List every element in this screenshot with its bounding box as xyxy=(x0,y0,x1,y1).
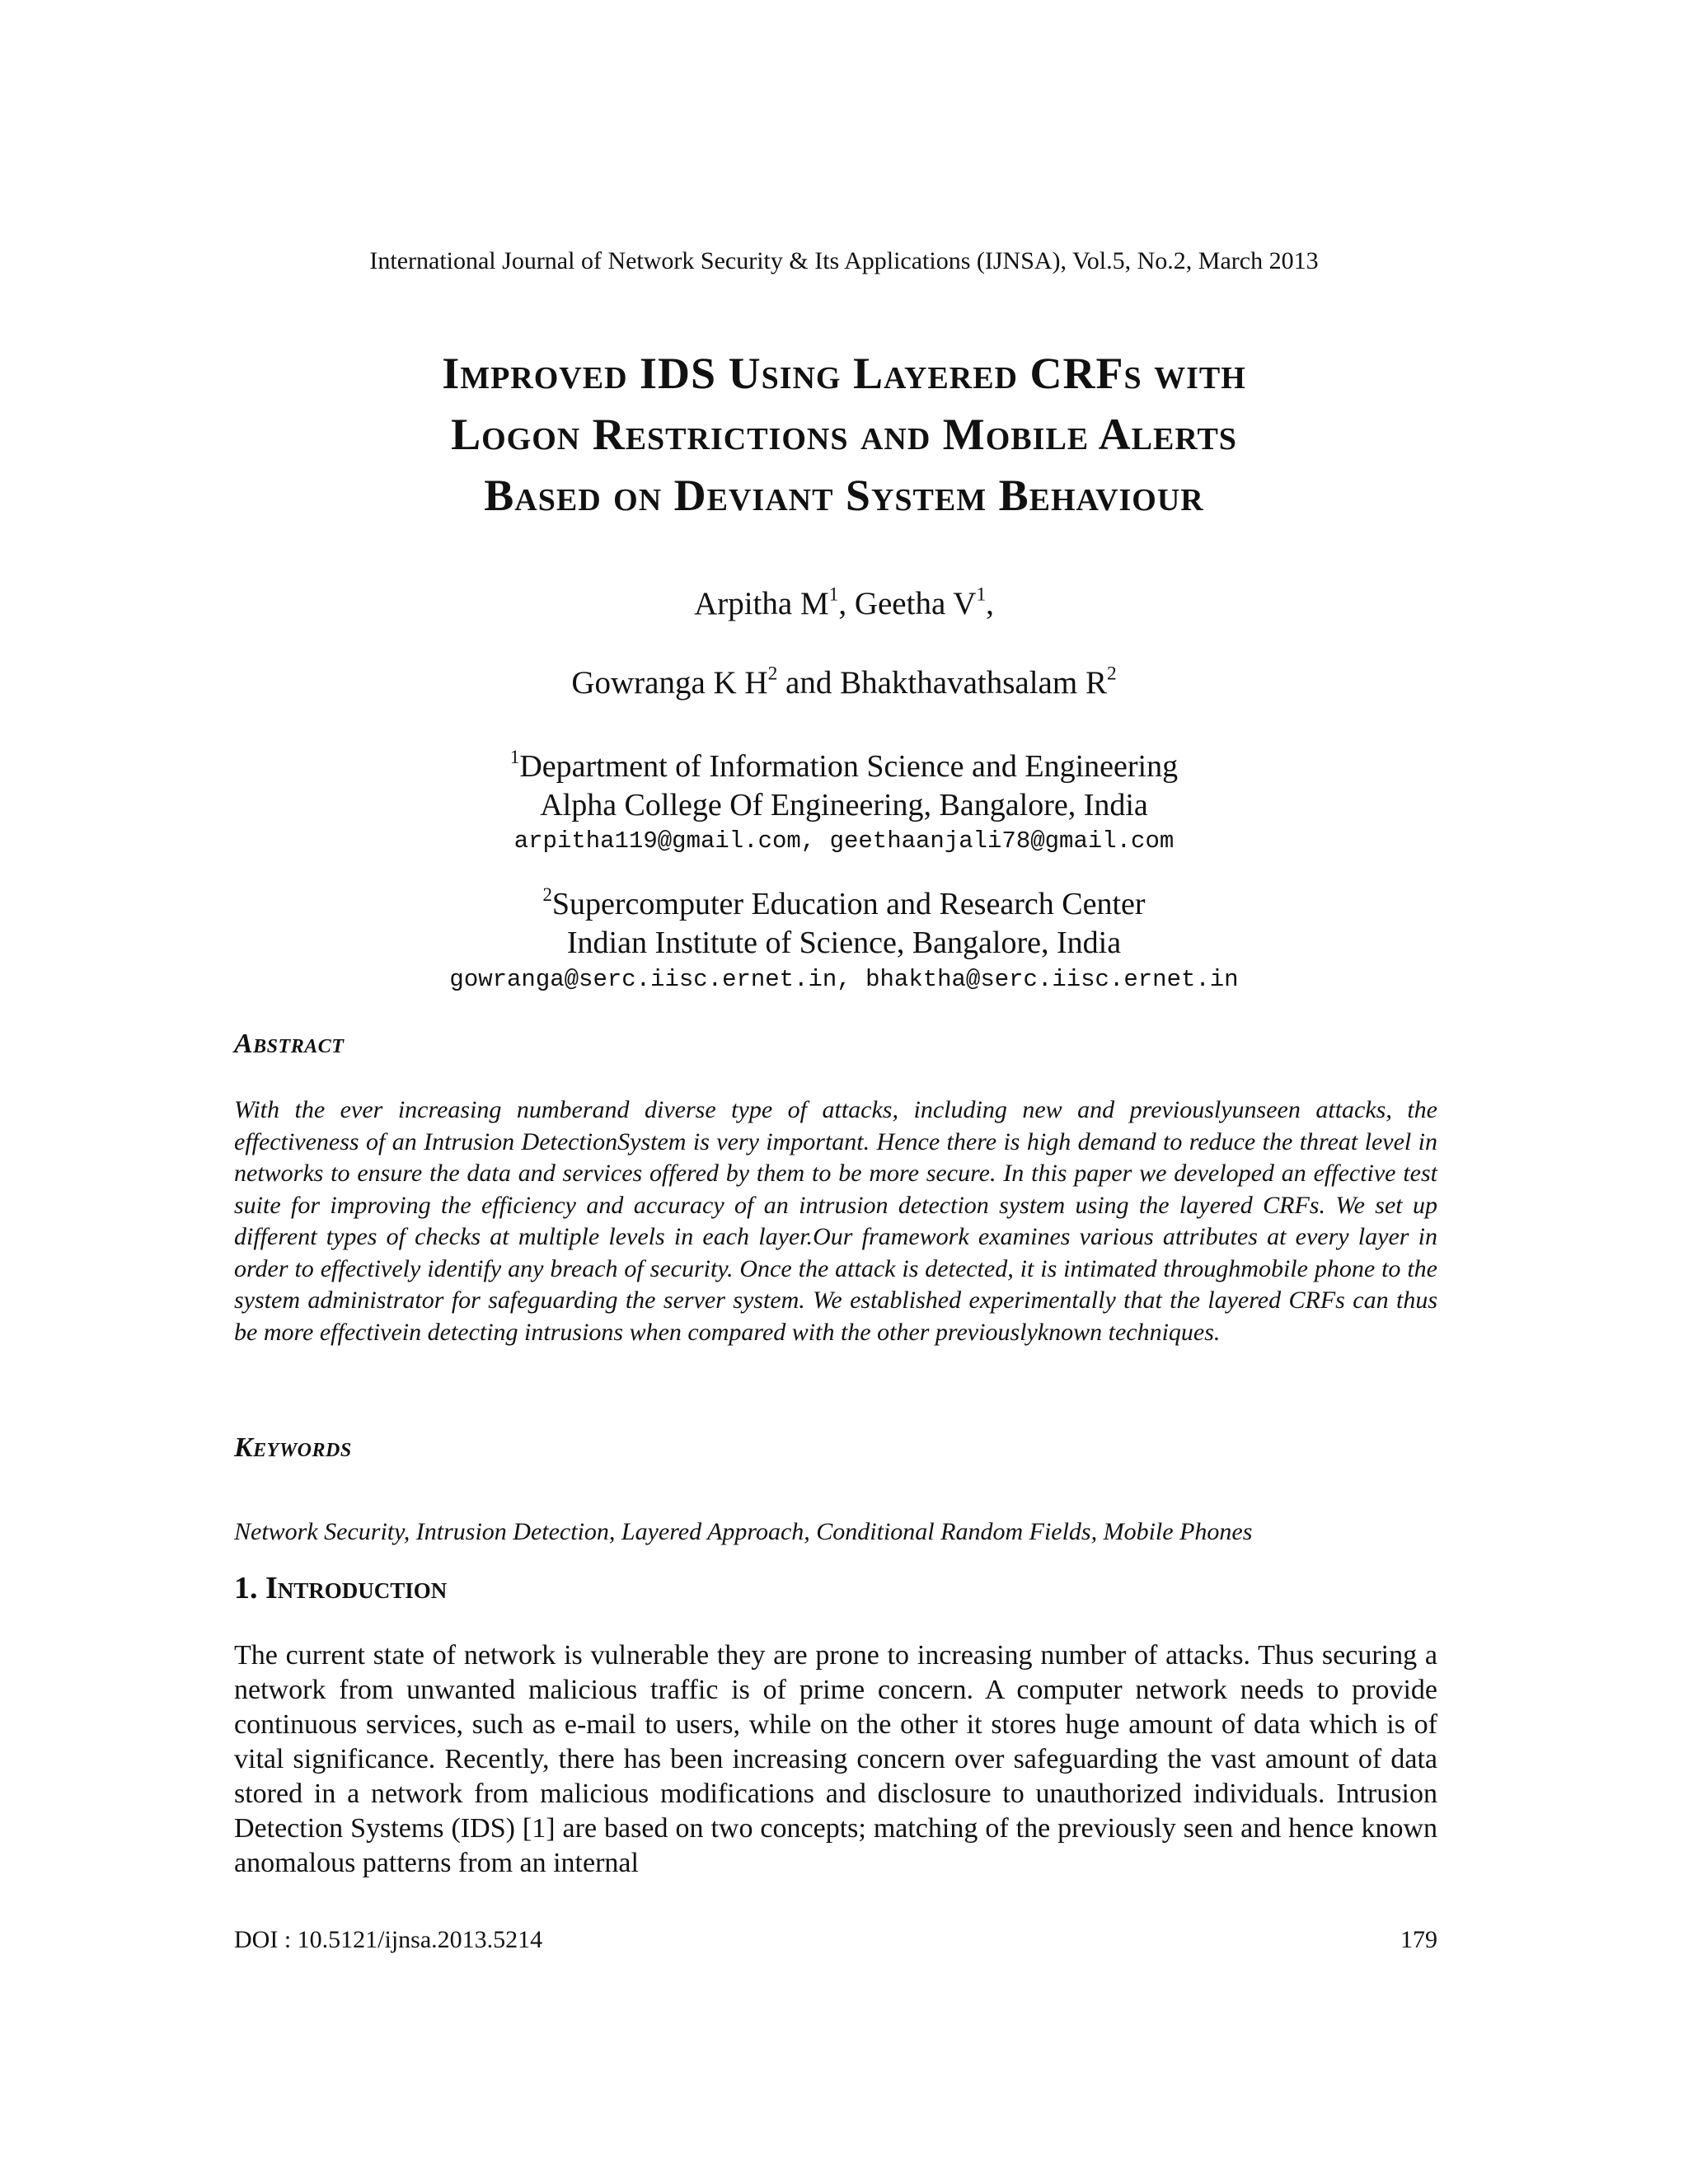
affiliation-1-department xyxy=(0,748,1688,785)
affiliation-dept-name: Department of Information Science and Engineering xyxy=(519,749,1179,784)
author-name: Bhakthavathsalam R xyxy=(840,665,1107,701)
affiliation-mark: 1 xyxy=(509,747,520,768)
paper-title-line-3: Based on Deviant System Behaviour xyxy=(484,471,1204,520)
affiliation-1-institution: Alpha College Of Engineering, Bangalore, India xyxy=(540,788,1148,823)
section-title: Introduction xyxy=(265,1571,448,1605)
keywords-text: Network Security, Intrusion Detection, Layered Approach, Conditional Random Fields, Mobile Phones xyxy=(234,1518,1253,1545)
introduction-heading xyxy=(234,1570,447,1606)
author-name: Arpitha M xyxy=(694,586,829,621)
affiliation-2-institution: Indian Institute of Science, Bangalore, India xyxy=(566,926,1122,960)
introduction-text: The current state of network is vulnerable they are prone to increasing number of attacks. Thus securing a network from unwanted malicious traffic is of prime concern. A computer network needs to provide continuous services, such as e-mail to users, while on the other it stores huge amount of data which is of vital significance. Recently, there has been increasing concern over safeguarding the vast amount of data stored in a network from malicious modifications and disclosure to unauthorized individuals. Intrusion Detection Systems (IDS) [1] are based on two concepts; matching of the previously seen and hence known anomalous patterns from an internal xyxy=(234,1640,1437,1878)
journal-header: International Journal of Network Security & Its Applications (IJNSA), Vol.5, No.2, March 2013 xyxy=(369,247,1319,274)
author-affiliation-mark: 2 xyxy=(767,663,778,685)
affiliation-mark: 2 xyxy=(542,884,552,906)
section-number: 1. xyxy=(234,1571,258,1605)
abstract-heading: Abstract xyxy=(234,1029,345,1059)
paper-title-line-2: Logon Restrictions and Mobile Alerts xyxy=(451,410,1237,459)
affiliation-dept-name: Supercomputer Education and Research Center xyxy=(551,887,1146,921)
page-number: 179 xyxy=(1400,1926,1437,1953)
keywords-heading: Keywords xyxy=(234,1432,352,1463)
affiliation-2-emails: gowranga@serc.iisc.ernet.in, bhaktha@serc.iisc.ernet.in xyxy=(449,966,1239,993)
author-name: Gowranga K H xyxy=(571,665,768,701)
authors-line-1: Arpitha $M^1$, Geetha $V^1$, xyxy=(694,583,994,621)
author-affiliation-mark: 2 xyxy=(1106,663,1117,685)
abstract-text: With the ever increasing numberand diverse type of attacks, including new and previouslyunseen attacks, the effectiveness of an Intrusion DetectionSystem is very important. Hence there is high demand to reduce the threat level in networks to ensure the data and services offered by them to be more secure. In this paper we developed an effective test suite for improving the efficiency and accuracy of an intrusion detection system using the layered CRFs. We set up different types of checks at multiple levels in each layer.Our framework examines various attributes at every layer in order to effectively identify any breach of security. Once the attack is detected, it is intimated throughmobile phone to the system administrator for safeguarding the server system. We established experimentally that the layered CRFs can thus be more effectivein detecting intrusions when compared with the other previouslyknown techniques. xyxy=(234,1096,1437,1346)
footer-doi: DOI : 10.5121/ijnsa.2013.5214 xyxy=(234,1926,543,1953)
author-affiliation-mark: 1 xyxy=(828,583,839,606)
author-affiliation-mark: 1 xyxy=(976,583,987,606)
authors-line-2: Gowranga K $H^2$ and Bhakthavathsalam $R^2$ xyxy=(571,663,1117,701)
author-name: Geetha V xyxy=(854,586,977,621)
paper-title-line-1: Improved IDS Using Layered CRFs with xyxy=(442,349,1246,398)
affiliation-1-emails: arpitha119@gmail.com, geethaanjali78@gmail.com xyxy=(513,827,1175,855)
affiliation-2-department xyxy=(0,886,1688,922)
